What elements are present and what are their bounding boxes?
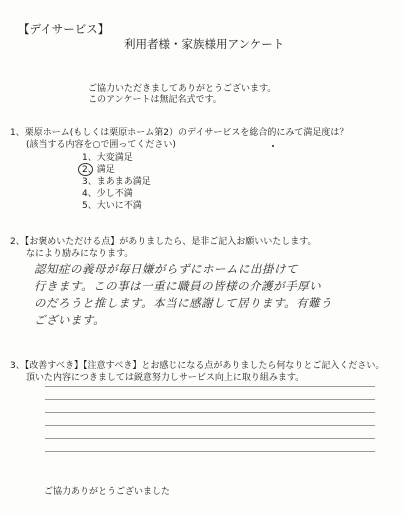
page-title: 利用者様・家族様用アンケート — [124, 37, 285, 51]
answer-line — [45, 438, 375, 439]
intro-line-1: ご協力いただきましてありがとうございます。 — [88, 84, 277, 94]
answer-line — [45, 399, 375, 400]
q1-option-2: 2、満足 — [82, 165, 115, 175]
selected-answer-circle — [78, 163, 93, 176]
answer-line — [45, 425, 375, 426]
service-tag: 【デイサービス】 — [18, 22, 110, 36]
q2-subline: なにより励みになります。 — [26, 249, 134, 259]
q1-option-1: 1、大変満足 — [82, 153, 133, 163]
q1-instruction: (該当する内容を○で囲ってください) — [26, 140, 176, 150]
stray-mark — [272, 145, 274, 147]
handwritten-line-4: ございます。 — [34, 313, 106, 327]
handwritten-line-3: のだろうと推します。本当に感謝して居ります。有難う — [34, 296, 333, 310]
q1-option-3: 3、まあまあ満足 — [82, 177, 151, 187]
q3-question: 3、【改善すべき】【注意すべき】とお感じになる点がありましたら何なりとご記入ください。 — [10, 361, 385, 371]
answer-line — [45, 386, 375, 387]
handwritten-line-1: 認知症の義母が毎日嫌がらずにホームに出掛けて — [34, 262, 298, 276]
answer-line — [45, 451, 375, 452]
q1-option-4: 4、少し不満 — [82, 189, 133, 199]
footer-thanks: ご協力ありがとうございました — [44, 487, 171, 497]
handwritten-line-2: 行きます。この事は一重に職員の皆様の介護が手厚い — [34, 279, 322, 293]
q1-option-5: 5、大いに不満 — [82, 201, 142, 211]
answer-line — [45, 412, 375, 413]
q2-question: 2、【お褒めいただける点】がありましたら、是非ご記入お願いいたします。 — [10, 237, 317, 247]
q3-subline: 頂いた内容につきましては鋭意努力しサービス向上に取り組みます。 — [26, 373, 305, 383]
intro-line-2: このアンケートは無記名式です。 — [88, 95, 222, 105]
q1-question: 1、栗原ホーム(もしくは栗原ホーム第2）のデイサービスを総合的にみて満足度は？ — [10, 128, 349, 138]
